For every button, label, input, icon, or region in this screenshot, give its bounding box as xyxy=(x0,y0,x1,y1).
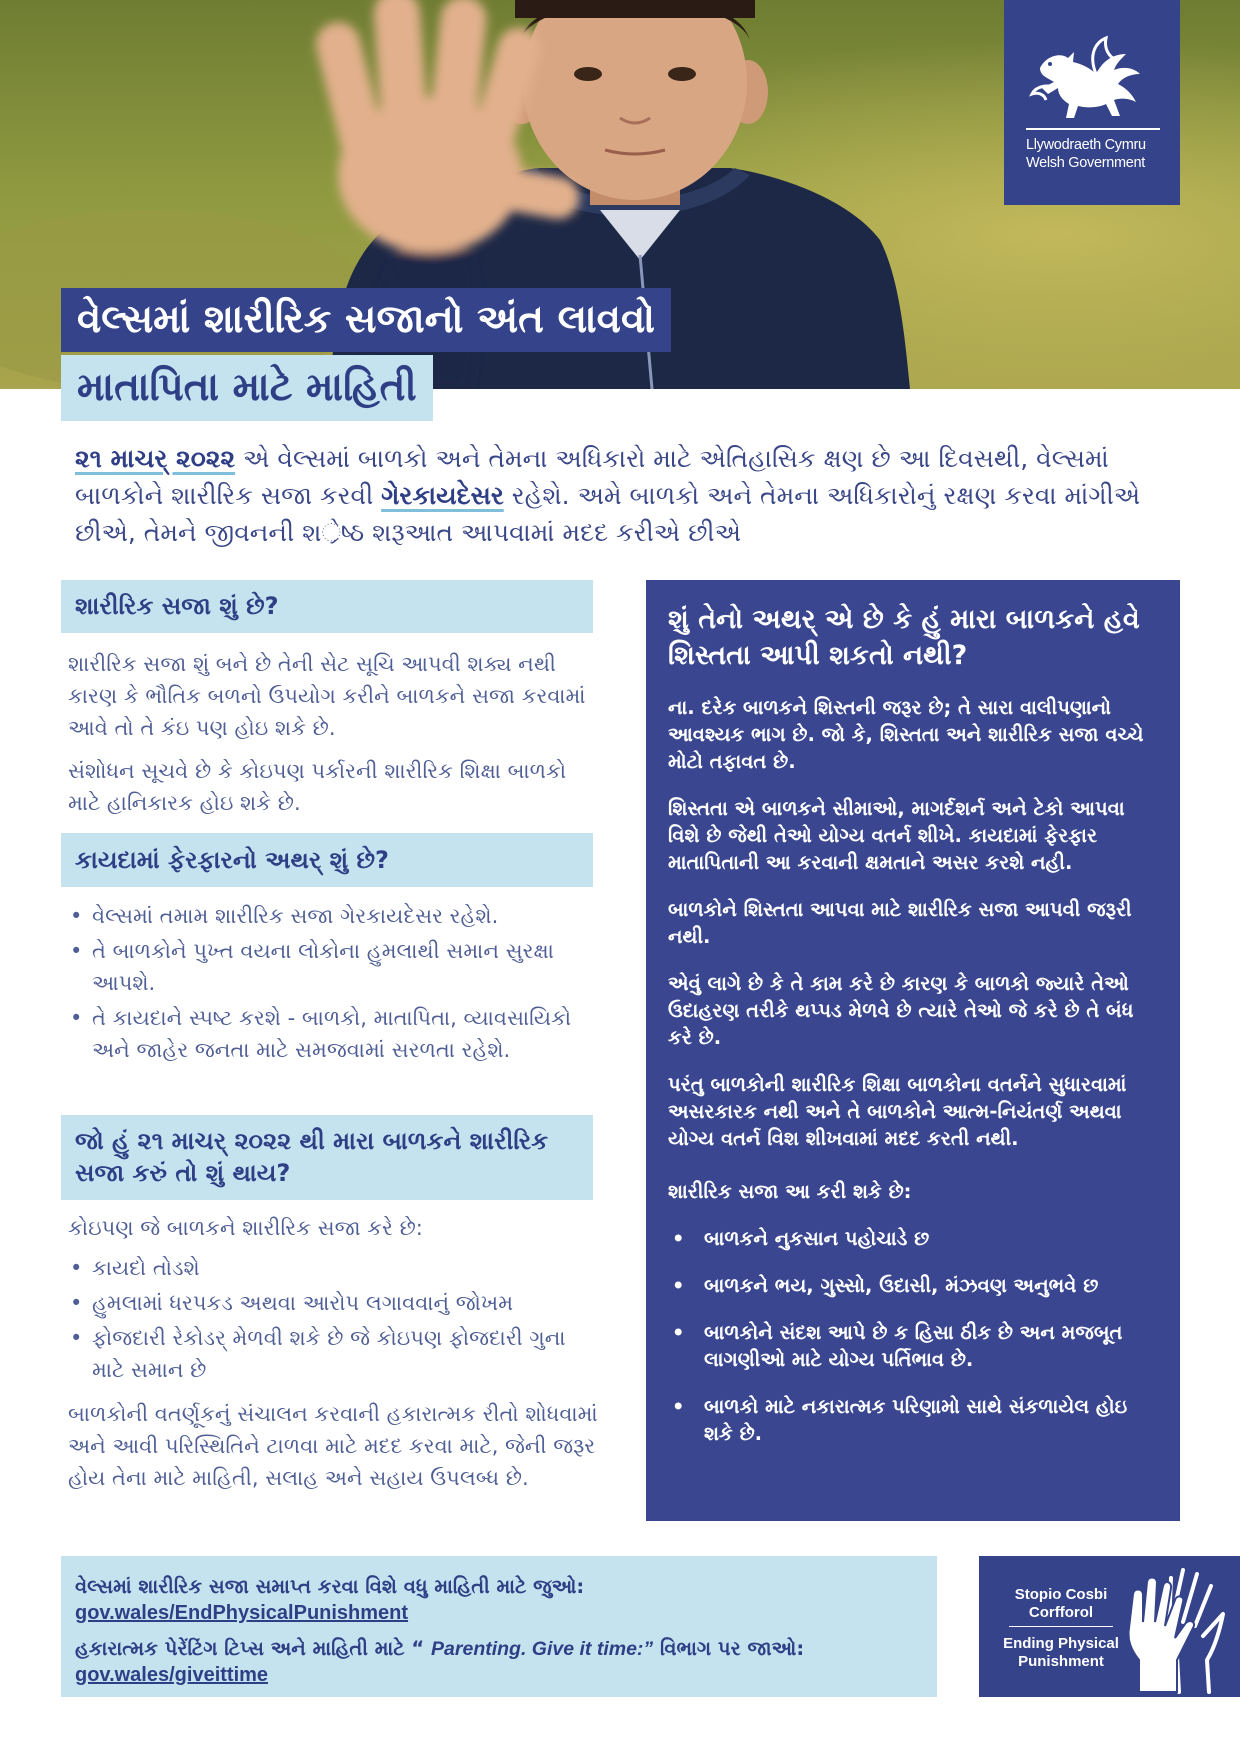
panel-paragraph: પરંતુ બાળકોની શારીરિક શિક્ષા બાળકોના વતર્નને સુધારવામાં અસરકારક નથી અને તે બાળકોને આત્મ-નિયંતર્ણ અથવા યોગ્ય વતર્ન વિશ શીખવામાં મદદ કરતી નથી. xyxy=(668,1073,1127,1150)
footer-line-2 xyxy=(75,1636,923,1662)
list-item: • બાળકો માટે નકારાત્મક પરિણામો સાથે સંકળાયેલ હોઇ શકે છે. xyxy=(668,1393,1154,1447)
more-info-footer xyxy=(61,1556,937,1697)
law-change-list xyxy=(68,900,600,1069)
campaign-divider xyxy=(1009,1626,1113,1627)
list-item: • વેલ્સમાં તમામ શારીરિક સજા ગેરકાયદેસર રહેશે. xyxy=(68,900,600,932)
section1-paragraph-1: શારીરિક સજા શું બને છે તેની સેટ સૂચિ આપવી શક્ય નથી કારણ કે ભૌતિક બળનો ઉપયોગ કરીને બાળકને સજા કરવામાં આવે તો તે કંઇ પણ હોઇ શકે છે. xyxy=(68,652,586,740)
intro-text-2: રહેશે. અમે બાળકો અને તેમના અધિકારોનું રક્ષણ કરવા માંગીએ છીએ, તેમને જીવનની શર્ેષ્ઠ શરૂઆત આપવામાં મદદ કરીએ છીએ xyxy=(75,481,1141,547)
welsh-dragon-icon xyxy=(1026,34,1146,120)
panel-lead: શારીરિક સજા આ કરી શકે છે: xyxy=(668,1180,912,1203)
list-item: • બાળકને ભય, ગુસ્સો, ઉદાસી, મંઝવણ અનુભવે છ xyxy=(668,1272,1154,1299)
panel-paragraph: ના. દરેક બાળકને શિસ્તની જરૂર છે; તે સારા વાલીપણાનો આવશ્યક ભાગ છે. જો કે, શિસ્તતા અને શારીરિક સજા વચ્ચે મોટો તફાવત છે. xyxy=(668,696,1144,773)
list-item: • તે કાયદાને સ્પષ્ટ કરશે - બાળકો, માતાપિતા, વ્યાવસાયિકો અને જાહેર જનતા માટે સમજવામાં સરળતા રહેશે. xyxy=(68,1002,600,1066)
list-item: • બાળકોને સંદશ આપે છે ક હિસા ઠીક છે અન મજબૂત લાગણીઓ માટે યોગ્ય પર્તિભાવ છે. xyxy=(668,1319,1154,1373)
list-item: • ફોજદારી રેકોડર્ મેળવી શકે છે જે કોઇપણ ફોજદારી ગુના માટે સમાન છે xyxy=(68,1322,600,1386)
intro-paragraph xyxy=(75,440,1185,551)
campaign-logo-text xyxy=(999,1586,1123,1671)
footer-line-1: વેલ્સમાં શારીરિક સજા સમાપ્ત કરવા વિશે વધુ માહિતી માટે જુઓ: xyxy=(75,1575,585,1598)
parenting-campaign-name: Parenting. Give it time:” xyxy=(431,1638,654,1660)
section-heading-law-change: કાયદામાં ફેરફારનો અથર્ શું છે? xyxy=(61,833,593,887)
list-item: • બાળકને નુકસાન પહોચાડે છ xyxy=(668,1225,1154,1252)
logo-text-english: Welsh Government xyxy=(1026,155,1146,171)
give-it-time-link[interactable]: gov.wales/giveittime xyxy=(75,1664,269,1686)
panel-paragraph: શિસ્તતા એ બાળકને સીમાઓ, માગર્દશર્ન અને ટેકો આપવા વિશે છે જેથી તેઓ યોગ્ય વતર્ન શીખે. કાયદામાં ફેરફાર માતાપિતાની આ કરવાની ક્ષમતાને અસર કરશે નહી. xyxy=(668,797,1125,874)
list-item: • તે બાળકોને પુખ્ત વયના લોકોના હુમલાથી સમાન સુરક્ષા આપશે. xyxy=(68,935,600,999)
panel-heading: શું તેનો અથર્ એ છે કે હું મારા બાળકને હવે શિસ્તતા આપી શકતો નથી? xyxy=(668,604,1140,671)
discipline-info-panel xyxy=(646,580,1180,1521)
section-heading-what-happens: જો હું ૨૧ માચર્ ૨૦૨૨ થી મારા બાળકને શારીરિક સજા કરું તો શું થાય? xyxy=(61,1115,593,1200)
campaign-logo xyxy=(979,1556,1240,1697)
intro-text-1: એ વેલ્સમાં બાળકો અને તેમના અધિકારો માટે એતિહાસિક ક્ષણ છે આ દિવસથી, વેલ્સમાં બાળકોને શારીરિક સજા કરવી xyxy=(75,444,1109,510)
section3-paragraph: બાળકોની વતર્ણૂકનું સંચાલન કરવાની હકારાત્મક રીતો શોધવામાં અને આવી પરિસ્થિતિને ટાળવા માટે મદદ કરવા માટે, જેની જરૂર હોય તેના માટે માહિતી, સલાહ અને સહાય ઉપલબ્ધ છે. xyxy=(68,1402,598,1490)
campaign-name-welsh: Stopio Cosbi Corfforol xyxy=(1014,1586,1108,1621)
section1-paragraph-2: સંશોધન સૂચવે છે કે કોઇપણ પર્કારની શારીરિક શિક્ષા બાળકો માટે હાનિકારક હોઇ શકે છે. xyxy=(68,759,567,815)
list-item: • હુમલામાં ધરપકડ અથવા આરોપ લગાવવાનું જોખમ xyxy=(68,1287,600,1319)
section3-lead: કોઇપણ જે બાળકને શારીરિક સજા કરે છે: xyxy=(68,1216,423,1240)
illegal-highlight: ગેરકાયદેસર xyxy=(381,481,504,510)
footer-line-2-text: હકારાત્મક પેરેંટિંગ ટિપ્સ અને માહિતી માટે “ xyxy=(75,1637,432,1660)
campaign-name-english: Ending Physical Punishment xyxy=(1003,1635,1119,1670)
consequences-list xyxy=(68,1252,600,1389)
list-item: • કાયદો તોડશે xyxy=(68,1252,600,1284)
panel-paragraph: એવું લાગે છે કે તે કામ કરે છે કારણ કે બાળકો જ્યારે તેઓ ઉદાહરણ તરીકે થપ્પડ મેળવે છે ત્યારે તેઓ જે કરે છે તે બંધ કરે છે. xyxy=(668,972,1134,1049)
hands-icon xyxy=(1119,1564,1237,1694)
welsh-government-logo xyxy=(1004,0,1180,205)
logo-text-welsh: Llywodraeth Cymru xyxy=(1026,137,1146,153)
end-physical-punishment-link[interactable]: gov.wales/EndPhysicalPunishment xyxy=(75,1602,409,1624)
page-subtitle: માતાપિતા માટે માહિતી xyxy=(61,355,433,421)
effects-list xyxy=(668,1225,1154,1447)
logo-divider xyxy=(1026,128,1160,130)
panel-paragraph: બાળકોને શિસ્તતા આપવા માટે શારીરિક સજા આપવી જરૂરી નથી. xyxy=(668,898,1132,948)
section-heading-what-is-physical-punishment: શારીરિક સજા શું છે? xyxy=(61,580,593,633)
footer-line-2-end: વિભાગ પર જાઓ: xyxy=(653,1637,805,1660)
date-highlight: ૨૧ માચર્ ૨૦૨૨ xyxy=(75,444,236,473)
page-title: વેલ્સમાં શારીરિક સજાનો અંત લાવવો xyxy=(61,288,671,352)
